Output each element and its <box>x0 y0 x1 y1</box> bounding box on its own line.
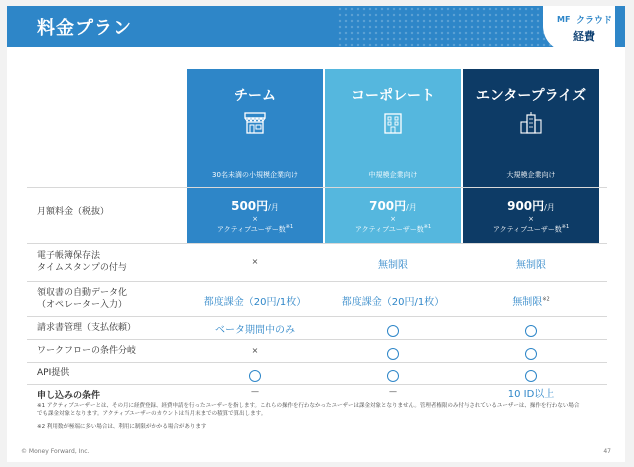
available-circle-icon <box>525 370 537 382</box>
slide <box>7 6 625 462</box>
page-number: 47 <box>603 448 611 455</box>
cell-workflow-team: × <box>251 346 259 355</box>
row-label-receipt-data: 領収書の自動データ化 （オペレーター入力） <box>37 288 128 310</box>
cell-api-team <box>187 367 323 386</box>
plan-name: コーポレート <box>351 88 435 104</box>
price-times: × <box>528 215 534 223</box>
plan-target: 中規模企業向け <box>368 171 418 179</box>
cell-api-corporate <box>325 367 461 386</box>
row-label-invoice: 請求書管理（支払依頼） <box>37 323 137 333</box>
price-value: 700円 <box>369 199 407 213</box>
plan-name: エンタープライズ <box>475 88 587 104</box>
price-per-user: アクティブユーザー数 <box>354 225 424 234</box>
logo-mf-mark: MF <box>557 15 571 24</box>
available-circle-icon <box>249 370 261 382</box>
row-divider <box>27 316 607 317</box>
cell-receipt-team: 都度課金（20円/1枚） <box>203 297 307 308</box>
plan-header-team <box>187 69 323 187</box>
storefront-icon <box>242 111 268 135</box>
footnote-ref: ※1 <box>423 224 432 230</box>
plan-header-corporate <box>325 69 461 187</box>
price-unit: /月 <box>406 203 417 212</box>
footnote-ref: ※2 <box>542 296 550 303</box>
price-per-user: アクティブユーザー数 <box>492 225 562 234</box>
row-divider <box>27 281 607 282</box>
available-circle-icon <box>387 370 399 382</box>
cell-receipt-corporate: 都度課金（20円/1枚） <box>341 297 445 308</box>
row-label-timestamp: 電子帳簿保存法 タイムスタンプの付与 <box>37 251 127 273</box>
cell-receipt-enterprise-value: 無制限 <box>512 297 543 308</box>
header-pattern <box>337 6 557 47</box>
plan-header-enterprise <box>463 69 599 187</box>
row-label-workflow: ワークフローの条件分岐 <box>37 346 137 356</box>
footnote-2: ※2 利用数が極端に多い場合は、利用に制限がかかる場合があります <box>37 424 207 430</box>
header-bar <box>7 6 625 47</box>
footnote-1: ※1 アクティブユーザーとは、その月に経費登録、経費申請を行ったユーザーを指します。これらの操作を行わなかったユーザーは課金対象となりません。管理者権限のみ付与されているユーザーは、操作を行わない場合でも課金対象となります。アクティブユーザーのカウントは当月末までの積算で算出します。 <box>37 403 580 417</box>
price-unit: /月 <box>268 203 279 212</box>
cell-workflow-enterprise <box>463 345 599 364</box>
available-circle-icon <box>387 348 399 360</box>
plan-name: チーム <box>234 88 276 104</box>
cell-conditions-corporate: — <box>389 387 397 396</box>
available-circle-icon <box>525 348 537 360</box>
price-value: 900円 <box>507 199 545 213</box>
building-icon <box>380 111 406 135</box>
cell-conditions-enterprise: 10 ID以上 <box>507 389 555 400</box>
cell-timestamp-team: × <box>251 257 259 266</box>
row-divider <box>27 243 607 244</box>
price-times: × <box>252 215 258 223</box>
row-label-api: API提供 <box>37 368 70 378</box>
copyright: © Money Forward, Inc. <box>21 448 90 455</box>
skyscraper-icon <box>518 111 544 135</box>
price-cell-corporate <box>325 188 461 243</box>
row-label-conditions: 申し込みの条件 <box>37 391 101 401</box>
plan-target: 大規模企業向け <box>506 171 556 179</box>
price-per-user: アクティブユーザー数 <box>216 225 286 234</box>
footnote-ref: ※1 <box>561 224 570 230</box>
price-times: × <box>390 215 396 223</box>
cell-conditions-team: — <box>251 387 259 396</box>
cell-receipt-enterprise <box>463 293 599 308</box>
product-logo <box>543 6 615 52</box>
price-value: 500円 <box>231 199 269 213</box>
cell-timestamp-enterprise: 無制限 <box>516 260 546 271</box>
logo-product-name: 経費 <box>573 30 595 43</box>
price-cell-team <box>187 188 323 243</box>
cell-workflow-corporate <box>325 345 461 364</box>
price-cell-enterprise <box>463 188 599 243</box>
cell-timestamp-corporate: 無制限 <box>378 260 408 271</box>
plan-target: 30名未満の小規模企業向け <box>212 171 298 179</box>
cell-api-enterprise <box>463 367 599 386</box>
logo-cloud-text: クラウド <box>576 16 613 26</box>
cell-invoice-corporate <box>325 322 461 341</box>
price-unit: /月 <box>544 203 555 212</box>
available-circle-icon <box>525 325 537 337</box>
page-title: 料金プラン <box>37 18 132 39</box>
cell-invoice-team: ベータ期間中のみ <box>215 325 295 336</box>
cell-invoice-enterprise <box>463 322 599 341</box>
footnote-ref: ※1 <box>285 224 294 230</box>
row-label-monthly-fee: 月額料金（税抜） <box>37 207 110 217</box>
available-circle-icon <box>387 325 399 337</box>
